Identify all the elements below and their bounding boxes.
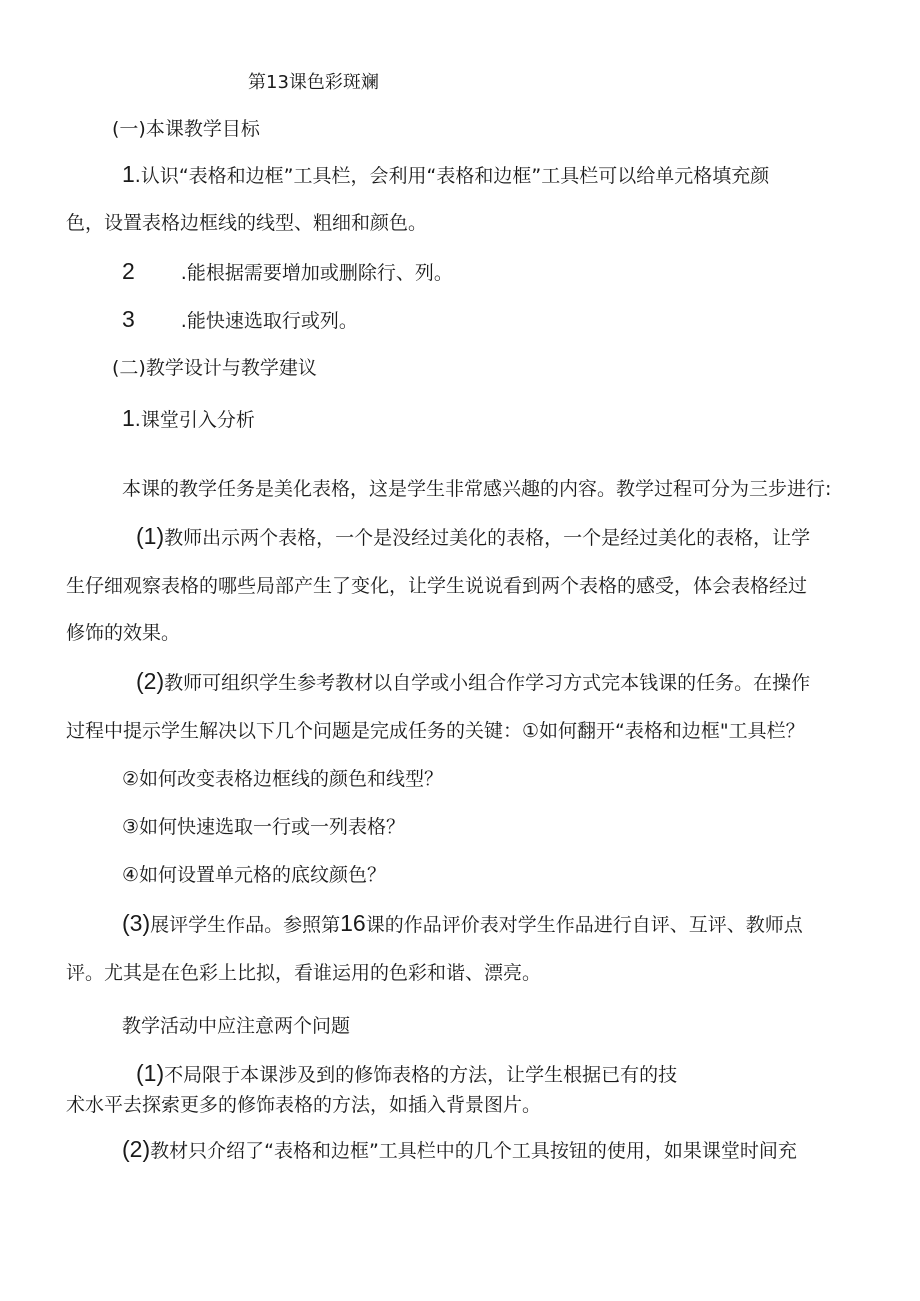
step-number: (3) <box>122 910 151 936</box>
item-text: .能快速选取行或列。 <box>180 310 358 332</box>
item-number: 1 <box>122 161 135 187</box>
step-2-line-1: (2)教师可组织学生参考教材以自学或小组合作学习方式完本钱课的任务。在操作 <box>136 668 811 694</box>
lesson-number: 16 <box>340 910 366 936</box>
question-4: ④如何设置单元格的底纹颜色？ <box>122 864 387 886</box>
note-number: (2) <box>122 1136 151 1162</box>
step-number: (1) <box>136 523 165 549</box>
step-number: (2) <box>136 668 165 694</box>
step-3-line-1: (3)展评学生作品。参照第16课的作品评价表对学生作品进行自评、互评、教师点 <box>122 910 803 936</box>
item-number: 3 <box>122 306 135 332</box>
item-number: 2 <box>122 258 135 284</box>
page-title: 第13课色彩斑斓 <box>248 72 379 93</box>
question-3: ③如何快速选取一行或一列表格？ <box>122 816 406 838</box>
step-1-line-2: 生仔细观察表格的哪些局部产生了变化，让学生说说看到两个表格的感受，体会表格经过 <box>66 575 808 597</box>
item-number: 1 <box>122 405 135 431</box>
intro-paragraph: 本课的教学任务是美化表格，这是学生非常感兴趣的内容。教学过程可分为三步进行: <box>122 478 832 500</box>
goal-item-1 <box>122 161 769 189</box>
sub-heading-intro <box>122 405 255 433</box>
note-1-line-2: 术水平去探索更多的修饰表格的方法，如插入背景图片。 <box>66 1094 542 1116</box>
step-3-line-2: 评。尤其是在色彩上比拟，看谁运用的色彩和谐、漂亮。 <box>66 962 542 984</box>
item-text: .认识“表格和边框”工具栏，会利用“表格和边框”工具栏可以给单元格填充颜 <box>134 165 770 187</box>
goal-item-3 <box>122 306 358 334</box>
step-2-line-2: 过程中提示学生解决以下几个问题是完成任务的关键：①如何翻开“表格和边框"工具栏？ <box>66 720 805 742</box>
step-1-line-3: 修饰的效果。 <box>66 622 181 644</box>
goal-item-1-cont: 色，设置表格边框线的线型、粗细和颜色。 <box>66 212 428 234</box>
question-2: ②如何改变表格边框线的颜色和线型？ <box>122 768 444 790</box>
item-text: .课堂引入分析 <box>134 409 255 431</box>
note-number: (1) <box>136 1060 165 1086</box>
item-text: .能根据需要增加或删除行、列。 <box>180 262 453 284</box>
section-heading-goals: (一)本课教学目标 <box>112 118 260 140</box>
note-2-line-1: (2)教材只介绍了“表格和边框”工具栏中的几个工具按钮的使用，如果课堂时间充 <box>122 1136 797 1162</box>
note-1-line-1: (1)不局限于本课涉及到的修饰表格的方法，让学生根据已有的技 <box>136 1060 678 1086</box>
notes-heading: 教学活动中应注意两个问题 <box>122 1015 351 1037</box>
section-heading-design: (二)教学设计与教学建议 <box>112 357 317 379</box>
goal-item-2 <box>122 258 453 286</box>
step-1-line-1: (1)教师出示两个表格，一个是没经过美化的表格，一个是经过美化的表格，让学 <box>136 523 811 549</box>
